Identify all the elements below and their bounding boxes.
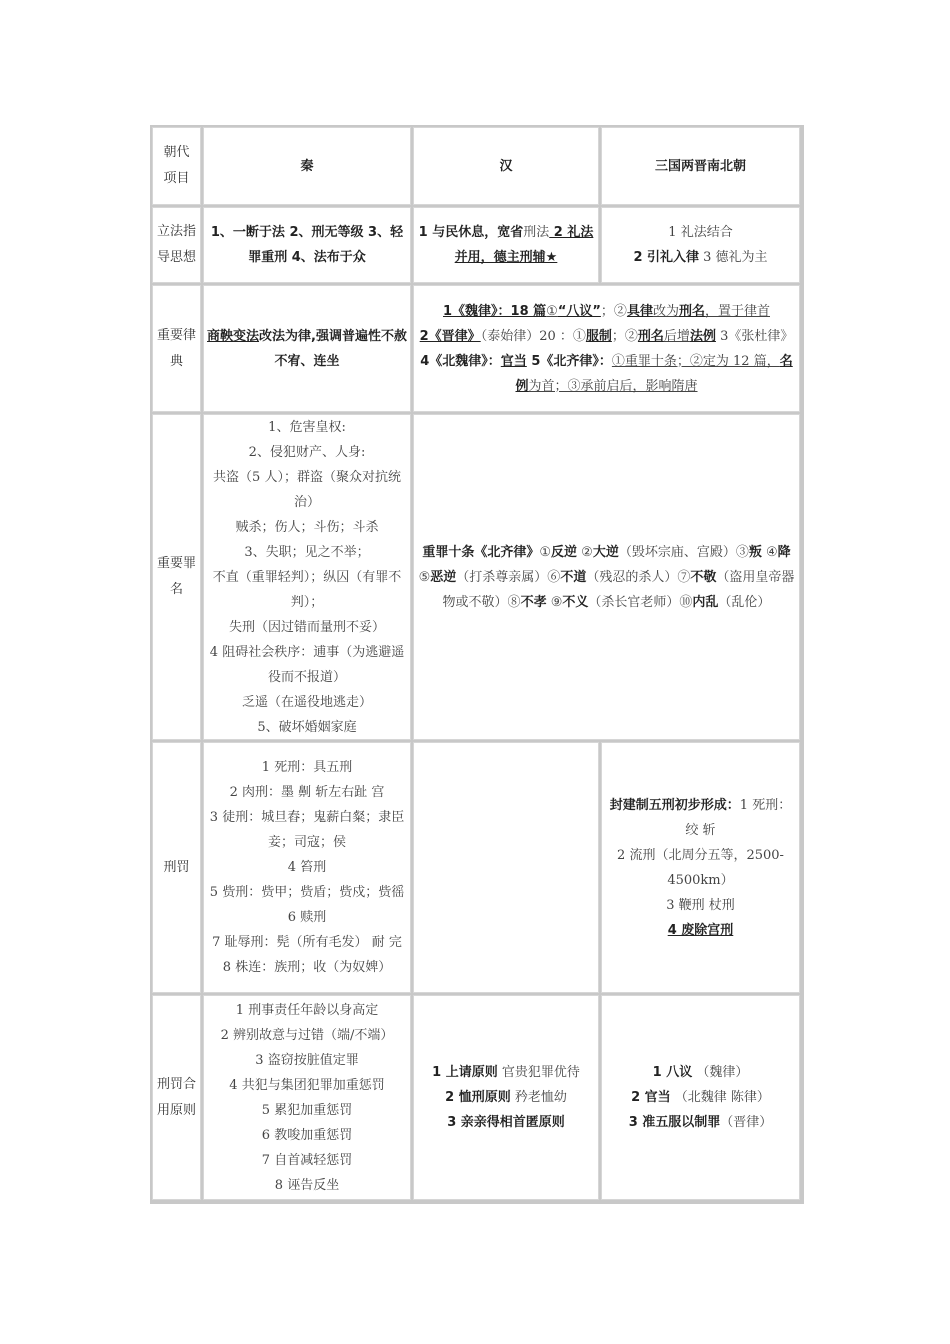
principles-qin-line: 2 辨别故意与过错（端/不端） bbox=[220, 1027, 394, 1043]
principles-later-guan-dang-source: （北魏律 陈律） bbox=[670, 1090, 770, 1105]
punishment-later-abolish-castration: 4 废除宫刑 bbox=[667, 922, 734, 938]
crime-name: 叛 bbox=[748, 544, 762, 560]
row-label-legislation-line-1: 立法指 bbox=[156, 224, 196, 239]
row-label-codes bbox=[152, 285, 201, 412]
crime-note: ④ bbox=[761, 544, 778, 560]
principles-qin-line: 1 刑事责任年龄以身高定 bbox=[235, 1002, 379, 1018]
row-label-legislation bbox=[152, 207, 201, 283]
principles-later-ba-yi-source: （魏律） bbox=[692, 1065, 749, 1080]
codes-jin-lu: 2《晋律》 bbox=[419, 328, 481, 344]
crime-name: 恶逆 bbox=[430, 569, 457, 585]
principles-han bbox=[413, 995, 599, 1200]
crimes-qin-line: 贼杀；伤人；斗伤；斗杀 bbox=[235, 519, 379, 535]
principles-three-kingdoms bbox=[601, 995, 800, 1200]
corner-header-cell bbox=[152, 127, 201, 205]
punishment-qin-line: 5 赀刑：赀甲；赀盾；赀戍；赀徭 bbox=[209, 885, 405, 900]
crime-note: ⑨ bbox=[546, 594, 563, 610]
punishment-later-whip: 3 鞭刑 杖刑 bbox=[666, 897, 735, 913]
legislation-qin: 1、一断于法 2、刑无等级 3、轻罪重刑 4、法布于众 bbox=[203, 207, 411, 283]
crimes-qin-line: 5、破坏婚姻家庭 bbox=[257, 719, 357, 735]
codes-line2-f: 后增 bbox=[663, 328, 690, 344]
crimes-qin bbox=[203, 414, 411, 740]
codes-han-and-later bbox=[413, 285, 800, 412]
legislation-han-part-c: 2 礼法并用，德主刑辅★ bbox=[454, 225, 594, 265]
row-label-principles-line-2: 用原则 bbox=[156, 1102, 196, 1118]
legislation-later-part-2b: 3 德礼为主 bbox=[699, 250, 768, 265]
crime-note: （盗用皇帝器物或不敬）⑧ bbox=[442, 569, 795, 610]
crime-note: ⑤ bbox=[418, 569, 431, 585]
crime-note: ① bbox=[539, 544, 551, 560]
codes-line1-f: 改为 bbox=[652, 303, 679, 319]
header-three-kingdoms: 三国两晋南北朝 bbox=[601, 127, 800, 205]
crime-note: （乱伦） bbox=[718, 594, 771, 610]
codes-wei-lu: 1《魏律》：18 篇 bbox=[443, 303, 547, 319]
principles-han-xu-xing-desc: 矜老恤幼 bbox=[510, 1090, 567, 1105]
principles-han-xu-xing: 2 恤刑原则 bbox=[445, 1090, 511, 1105]
principles-later-wu-fu: 3 准五服以制罪 bbox=[628, 1115, 721, 1130]
crime-note: ② bbox=[577, 544, 593, 560]
corner-header-line-1: 朝代 bbox=[163, 145, 190, 160]
crimes-qin-line: 乏遥（在遥役地逃走） bbox=[241, 694, 372, 710]
legislation-han bbox=[413, 207, 599, 283]
principles-han-shang-qing-desc: 官贵犯罪优待 bbox=[497, 1065, 580, 1080]
crime-name: 降 bbox=[777, 544, 791, 560]
principles-qin-line: 6 教唆加重惩罚 bbox=[261, 1127, 353, 1143]
codes-xing-ming-2: 刑名 bbox=[637, 328, 664, 344]
codes-fa-li: 法例 bbox=[689, 328, 716, 344]
crimes-qin-line: 共盗（5 人）；群盗（聚众对抗统治） bbox=[213, 469, 401, 510]
ten-grave-crimes-text bbox=[416, 540, 797, 615]
codes-line1-d: ；② bbox=[600, 303, 627, 319]
principles-qin-line: 5 累犯加重惩罚 bbox=[261, 1102, 353, 1118]
principles-han-shang-qing: 1 上请原则 bbox=[432, 1065, 498, 1080]
punishment-han bbox=[413, 742, 599, 993]
principles-later-guan-dang: 2 官当 bbox=[631, 1090, 671, 1105]
crimes-qin-line: 不直（重罪轻判）；纵囚（有罪不判）； bbox=[212, 569, 402, 610]
row-label-crimes-line-1: 重要罪 bbox=[156, 556, 196, 571]
corner-header-line-2: 项目 bbox=[163, 171, 190, 186]
crime-name: 不孝 bbox=[520, 594, 547, 610]
codes-ju-lu: 具律 bbox=[626, 303, 653, 319]
legislation-han-part-a: 1 与民休息，宽省 bbox=[418, 225, 524, 240]
codes-zhong-zui: ①重罪十条 bbox=[611, 353, 677, 369]
crime-name: 反逆 bbox=[551, 544, 578, 560]
crime-note: （杀长官老师）⑩ bbox=[588, 594, 693, 610]
crime-note: （打杀尊亲属）⑥ bbox=[456, 569, 561, 585]
crimes-qin-line: 1、危害皇权: bbox=[268, 419, 346, 435]
crimes-qin-line: 3、失职；见之不举； bbox=[244, 544, 370, 560]
crimes-qin-line: 4 阻碍社会秩序：逋事（为逃避遥役而不报道） bbox=[209, 644, 405, 685]
principles-qin-line: 8 诬告反坐 bbox=[274, 1177, 340, 1193]
punishment-qin-line: 3 徒刑：城旦舂；鬼薪白粲；隶臣妾；司寇；侯 bbox=[209, 810, 405, 850]
law-history-table bbox=[150, 125, 804, 1204]
row-label-crimes bbox=[152, 414, 201, 740]
row-label-principles bbox=[152, 995, 201, 1200]
punishment-qin-line: 6 赎刑 bbox=[287, 910, 327, 925]
codes-qin-rest: 改法为律,强调普遍性不赦不宥、连坐 bbox=[259, 328, 407, 369]
codes-xing-ming: 刑名 bbox=[678, 303, 705, 319]
codes-bei-wei-lu: 4《北魏律》： bbox=[420, 353, 501, 369]
punishment-later-death: 1 死刑：绞 斩 bbox=[685, 797, 792, 838]
row-label-legislation-line-2: 导思想 bbox=[156, 250, 196, 265]
codes-line4-g: 为首；③承前启后，影响隋唐 bbox=[528, 378, 698, 394]
crime-name: 不敬 bbox=[690, 569, 717, 585]
codes-line1-h: ，置于律首 bbox=[704, 303, 770, 319]
codes-line2-d: ；② bbox=[611, 328, 638, 344]
principles-qin bbox=[203, 995, 411, 1200]
punishment-qin bbox=[203, 742, 411, 993]
crime-name: 大逆 bbox=[592, 544, 619, 560]
punishment-qin-line: 1 死刑：具五刑 bbox=[261, 760, 353, 775]
codes-fu-zhi: 服制 bbox=[585, 328, 612, 344]
crime-note: （残忍的杀人）⑦ bbox=[586, 569, 691, 585]
crime-name: 内乱 bbox=[692, 594, 719, 610]
row-label-codes-line-1: 重要律 bbox=[156, 327, 196, 343]
codes-ba-yi: “八议” bbox=[557, 303, 601, 319]
principles-later-ba-yi: 1 八议 bbox=[652, 1065, 693, 1080]
punishment-qin-line: 2 肉刑：墨 劓 斩左右趾 宫 bbox=[229, 785, 385, 800]
codes-zhang-du-lu: 3《张杜律》 bbox=[715, 328, 794, 344]
row-label-crimes-line-2: 名 bbox=[169, 582, 183, 597]
crime-name: 不义 bbox=[562, 594, 589, 610]
codes-bei-qi-lu: 5《北齐律》： bbox=[526, 353, 612, 369]
codes-ming-li: 名例 bbox=[515, 353, 793, 394]
punishment-later-exile: 2 流刑（北周分五等，2500-4500km） bbox=[617, 847, 784, 888]
crimes-qin-line: 失刑（因过错而量刑不妥） bbox=[228, 619, 385, 635]
legislation-later-line-1: 1 礼法结合 bbox=[668, 225, 733, 240]
row-label-punishment: 刑罚 bbox=[152, 742, 201, 993]
crime-name: 不道 bbox=[560, 569, 587, 585]
codes-guan-dang: 官当 bbox=[500, 353, 527, 369]
codes-line1-b: ① bbox=[546, 303, 558, 319]
punishment-later-five-punishments: 封建制五刑初步形成： bbox=[609, 797, 740, 813]
legislation-three-kingdoms bbox=[601, 207, 800, 283]
crimes-qin-line: 2、侵犯财产、人身: bbox=[248, 444, 366, 460]
row-label-principles-line-1: 刑罚合 bbox=[156, 1076, 196, 1092]
legislation-han-part-b: 刑法 bbox=[523, 225, 550, 240]
punishment-three-kingdoms bbox=[601, 742, 800, 993]
codes-line4-e: ；②定为 12 篇， bbox=[676, 353, 780, 369]
codes-qin bbox=[203, 285, 411, 412]
crime-name: 重罪十条《北齐律》 bbox=[422, 544, 540, 560]
codes-qin-shang-yang: 商鞅变法 bbox=[207, 328, 260, 344]
punishment-qin-line: 8 株连：族刑；收（为奴婢） bbox=[222, 960, 392, 975]
punishment-qin-line: 7 耻辱刑：髡（所有毛发） 耐 完 bbox=[212, 935, 402, 950]
codes-line2-b: （泰始律）20 ：① bbox=[480, 328, 586, 344]
principles-qin-line: 7 自首减轻惩罚 bbox=[261, 1152, 353, 1168]
header-han: 汉 bbox=[413, 127, 599, 205]
row-label-codes-line-2: 典 bbox=[169, 353, 183, 369]
principles-qin-line: 3 盗窃按脏值定罪 bbox=[255, 1052, 359, 1068]
principles-han-qin-qin: 3 亲亲得相首匿原则 bbox=[447, 1115, 565, 1130]
header-qin: 秦 bbox=[203, 127, 411, 205]
punishment-qin-line: 4 笞刑 bbox=[287, 860, 327, 875]
legislation-later-part-2a: 2 引礼入律 bbox=[633, 250, 700, 265]
principles-qin-line: 4 共犯与集团犯罪加重惩罚 bbox=[229, 1077, 385, 1093]
crimes-han-and-later bbox=[413, 414, 800, 740]
crime-note: （毁坏宗庙、宫殿）③ bbox=[618, 544, 749, 560]
principles-later-wu-fu-source: （晋律） bbox=[720, 1115, 773, 1130]
